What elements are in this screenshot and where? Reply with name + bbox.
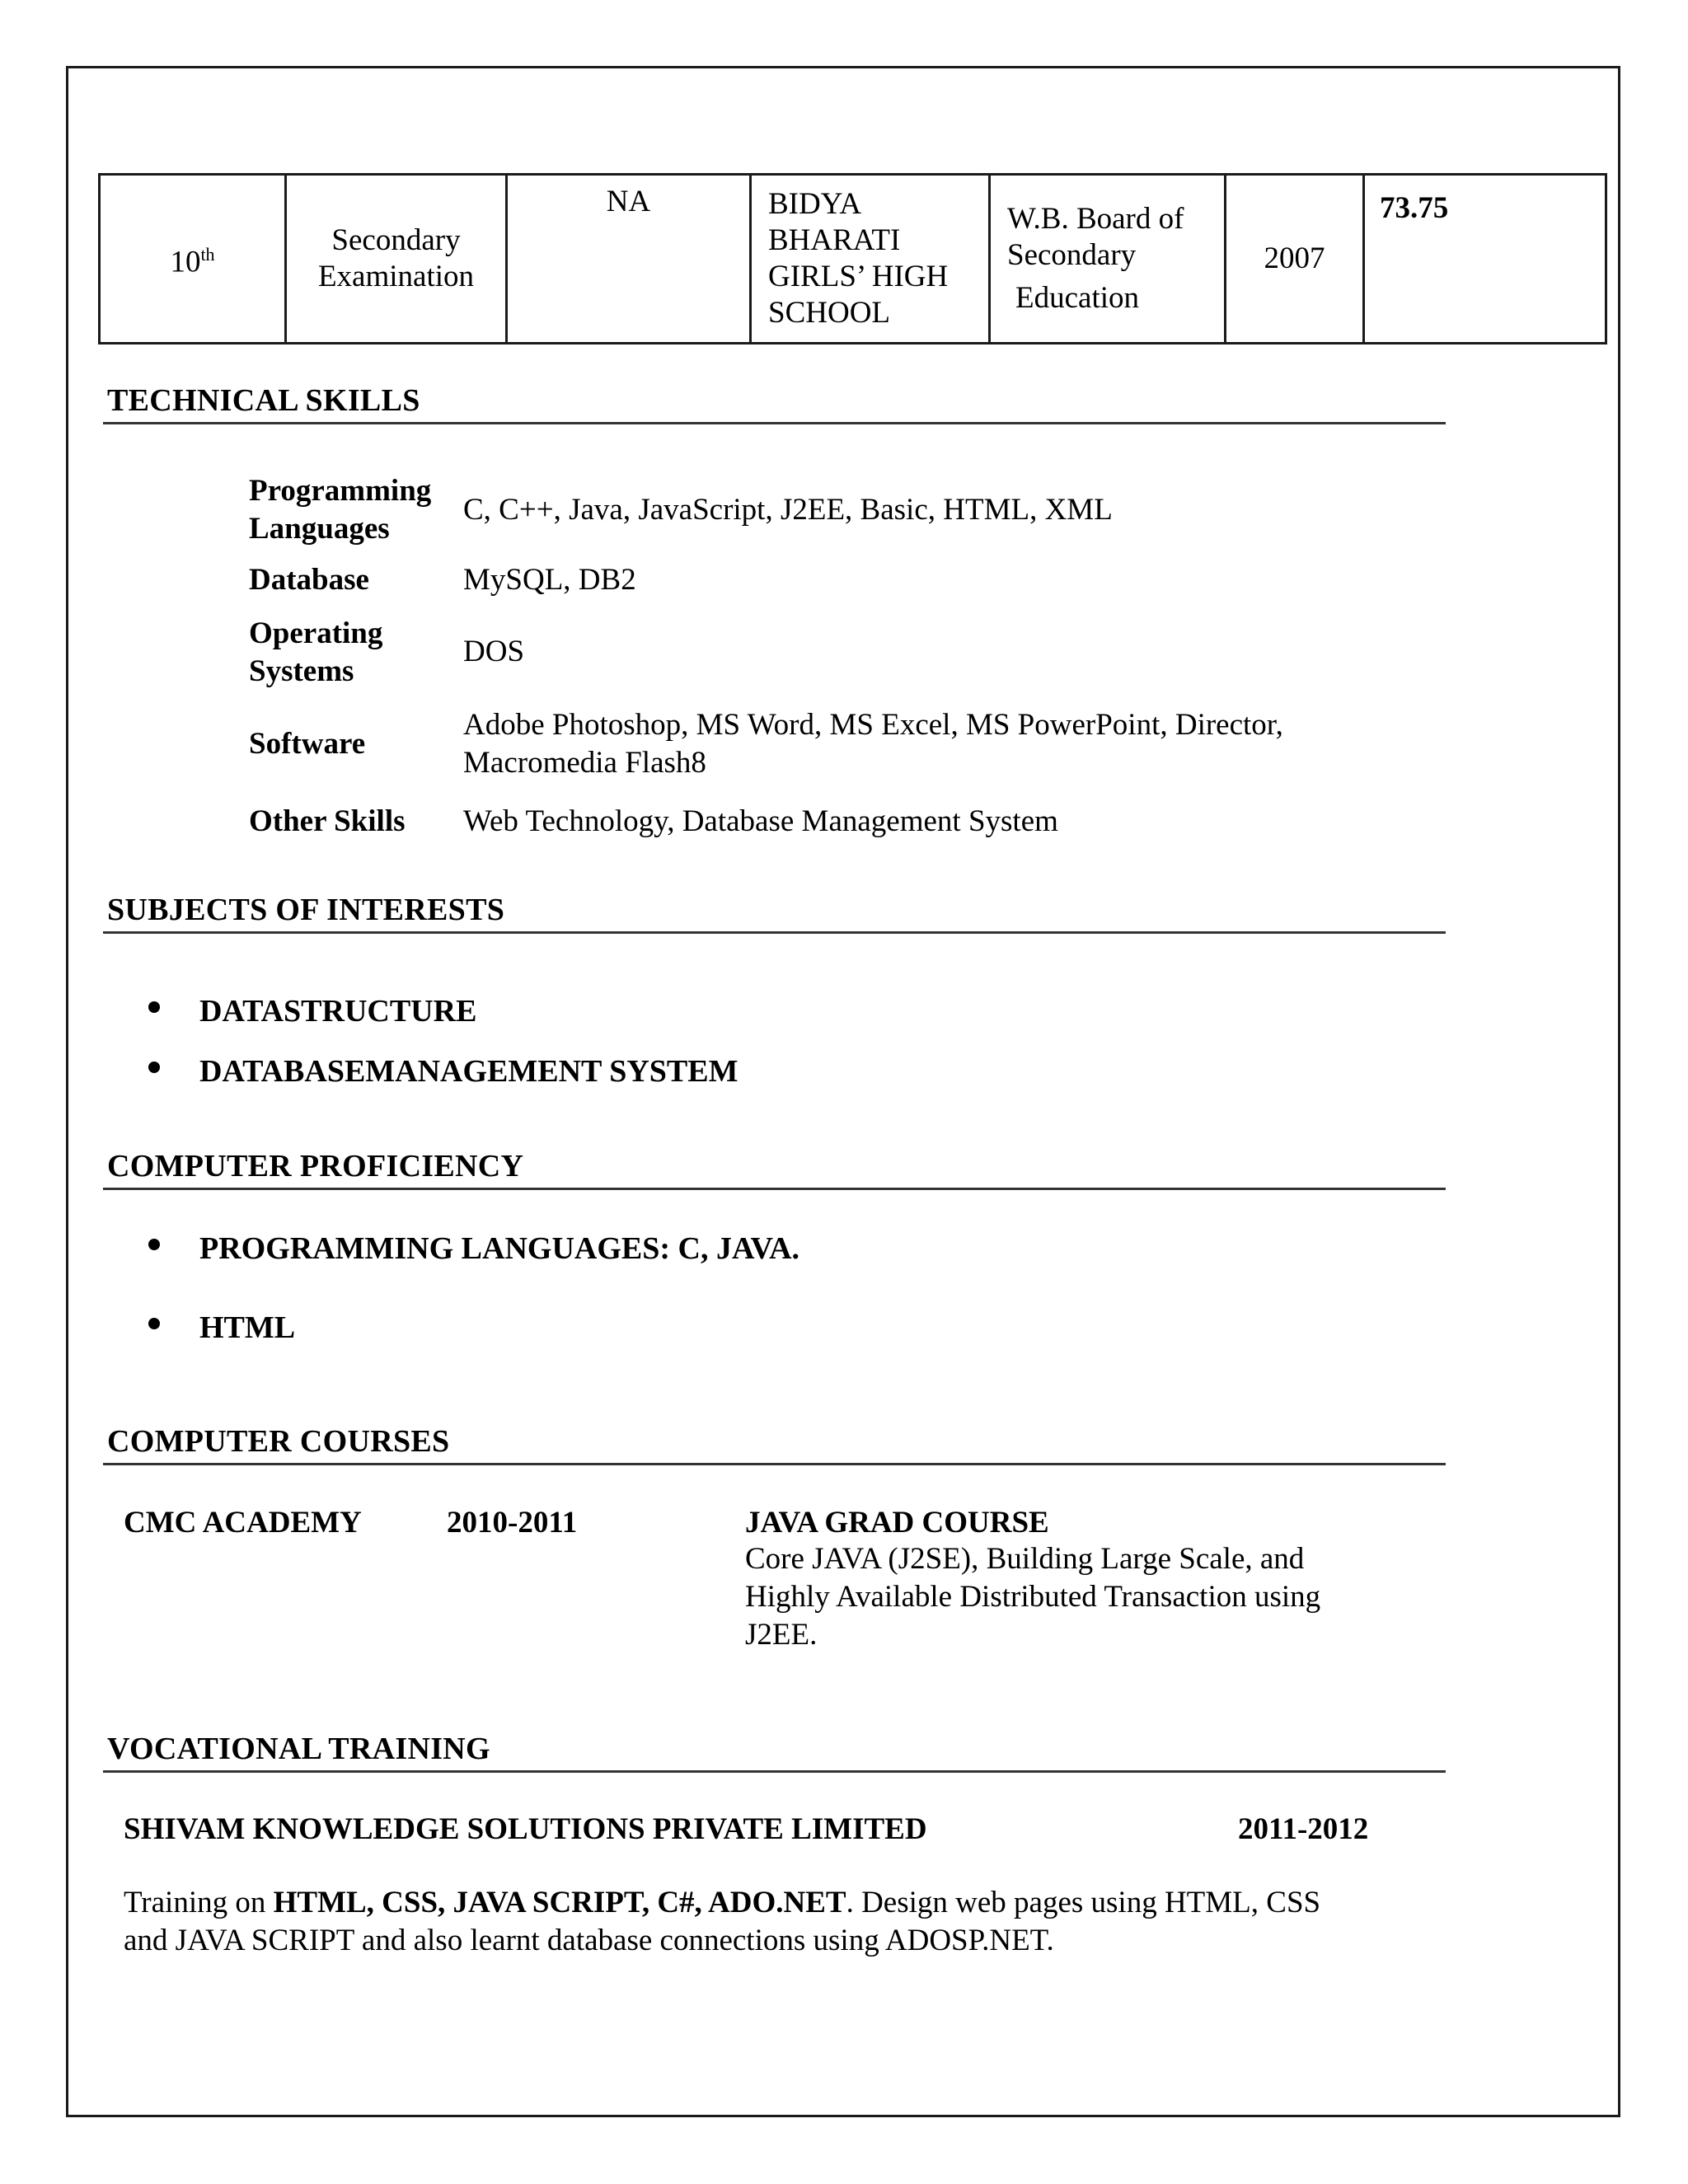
skill-label-operating-systems — [249, 615, 382, 691]
course-period: 2010-2011 — [447, 1506, 578, 1540]
training-description-line — [124, 1884, 1320, 1922]
bullet-icon — [148, 1239, 160, 1250]
skill-label-software: Software — [249, 727, 366, 761]
training-desc-suffix: . Design web pages using HTML, CSS — [846, 1886, 1321, 1919]
computer-courses-heading: COMPUTER COURSES — [107, 1424, 450, 1459]
school-line: GIRLS’ HIGH — [768, 260, 949, 293]
level-cell — [100, 175, 286, 344]
bullet-icon — [148, 1062, 160, 1073]
page-border — [66, 66, 1620, 2117]
board-line: Education — [1015, 281, 1140, 315]
skill-value-other-skills: Web Technology, Database Management System — [463, 804, 1058, 838]
technical-skills-heading: TECHNICAL SKILLS — [107, 383, 420, 418]
bullet-icon — [148, 1001, 160, 1013]
list-item-text: DATABASEMANAGEMENT SYSTEM — [199, 1054, 738, 1089]
examination-line: Secondary — [331, 223, 461, 257]
level-superscript: th — [200, 244, 215, 265]
skill-label-programming — [249, 472, 431, 548]
school-line: SCHOOL — [768, 296, 891, 330]
skill-value-operating-systems: DOS — [463, 635, 525, 668]
school-line: BHARATI — [768, 223, 901, 257]
training-desc-bold: HTML, CSS, JAVA SCRIPT, C#, ADO.NET — [273, 1886, 846, 1919]
training-description — [124, 1884, 1320, 1960]
skill-value-line: Macromedia Flash8 — [463, 746, 706, 780]
stream-text: NA — [606, 185, 651, 218]
skill-value-line: Adobe Photoshop, MS Word, MS Excel, MS PowerPoint, Director, — [463, 708, 1283, 742]
skill-label-line: Languages — [249, 512, 390, 546]
section-divider — [103, 1770, 1446, 1773]
year-text: 2007 — [1264, 241, 1325, 275]
board-line: Secondary — [1007, 238, 1137, 272]
skill-label-other-skills: Other Skills — [249, 804, 406, 838]
subjects-heading: SUBJECTS OF INTERESTS — [107, 893, 505, 927]
course-title: JAVA GRAD COURSE — [745, 1506, 1049, 1540]
training-desc-prefix: Training on — [124, 1886, 274, 1919]
course-description — [745, 1540, 1320, 1654]
section-divider — [103, 1188, 1446, 1190]
skill-label-database: Database — [249, 563, 369, 597]
percentage-text: 73.75 — [1380, 191, 1449, 225]
level-text: 10 — [170, 245, 201, 279]
school-line: BIDYA — [768, 187, 862, 221]
skill-value-database: MySQL, DB2 — [463, 563, 636, 597]
education-table — [98, 173, 1607, 344]
training-description-line: and JAVA SCRIPT and also learnt database connections using ADOSP.NET. — [124, 1924, 1054, 1957]
skill-label-line: Systems — [249, 654, 354, 688]
vocational-training-heading: VOCATIONAL TRAINING — [107, 1732, 490, 1766]
list-item-text: DATASTRUCTURE — [199, 994, 477, 1029]
board-cell — [990, 175, 1226, 344]
section-divider — [103, 422, 1446, 424]
skill-label-line: Operating — [249, 616, 383, 650]
skill-value-software — [463, 706, 1283, 782]
examination-cell — [286, 175, 507, 344]
section-divider — [103, 931, 1446, 934]
board-line: W.B. Board of — [1007, 202, 1184, 236]
examination-line: Examination — [317, 260, 475, 293]
computer-proficiency-heading: COMPUTER PROFICIENCY — [107, 1149, 524, 1183]
training-company: SHIVAM KNOWLEDGE SOLUTIONS PRIVATE LIMITED — [124, 1812, 927, 1846]
stream-cell — [507, 175, 751, 344]
course-description-line: J2EE. — [745, 1618, 818, 1652]
table-row — [100, 175, 1606, 344]
skill-label-line: Programming — [249, 474, 432, 508]
year-cell — [1226, 175, 1364, 344]
school-cell — [751, 175, 990, 344]
course-description-line: Core JAVA (J2SE), Building Large Scale, and — [745, 1542, 1305, 1576]
percentage-cell — [1364, 175, 1606, 344]
section-divider — [103, 1463, 1446, 1465]
course-description-line: Highly Available Distributed Transaction using — [745, 1580, 1321, 1614]
skill-value-programming: C, C++, Java, JavaScript, J2EE, Basic, HTML, XML — [463, 493, 1113, 527]
training-period: 2011-2012 — [1238, 1812, 1369, 1846]
list-item-text: PROGRAMMING LANGUAGES: C, JAVA. — [199, 1231, 800, 1266]
course-institute: CMC ACADEMY — [124, 1506, 362, 1540]
list-item-text: HTML — [199, 1310, 296, 1345]
bullet-icon — [148, 1318, 160, 1329]
